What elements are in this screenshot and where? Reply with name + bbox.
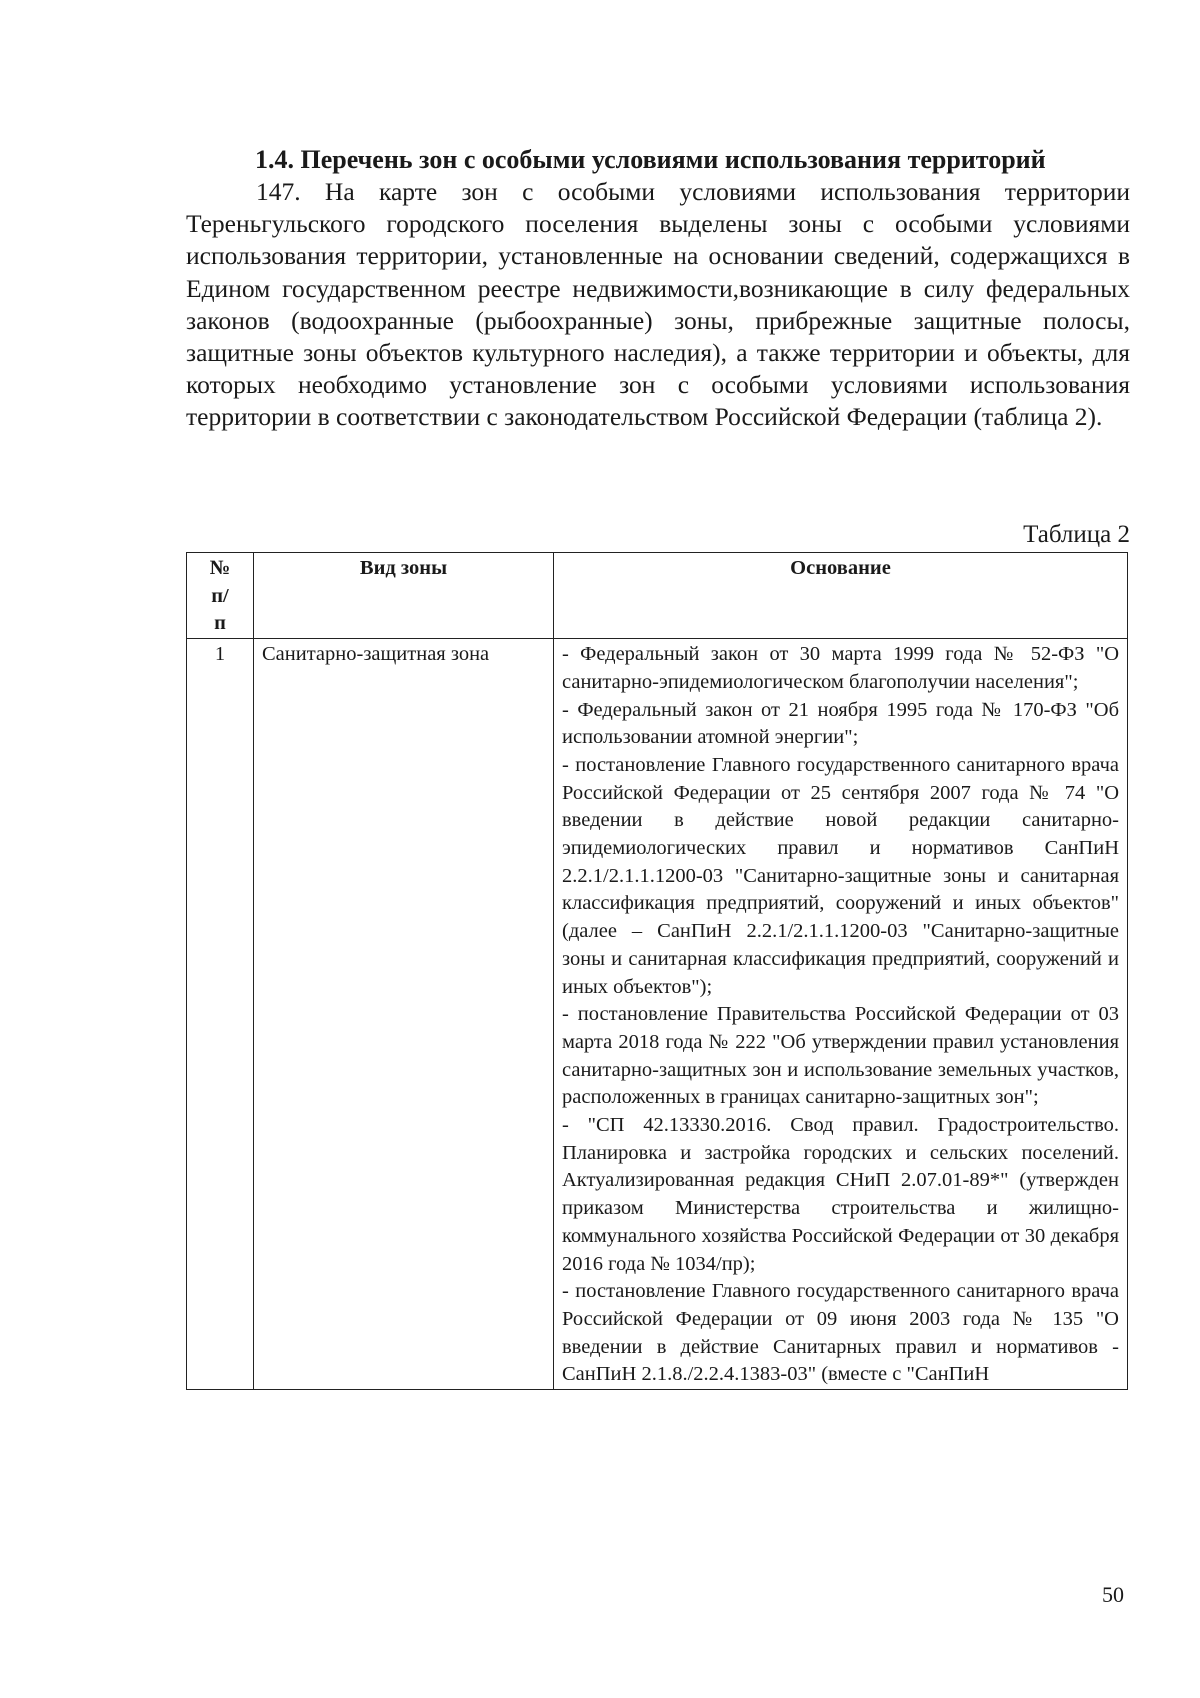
table-header-row — [187, 553, 1128, 639]
table-row — [187, 639, 1128, 1390]
basis-item: - постановление Правительства Российской Федерации от 03 марта 2018 года № 222 "Об утверждении правил установления санитарно-защитных зон и использование земельных участков, расположенных в границах санитарно-защитных зон"; — [562, 1003, 1119, 1109]
basis-item: - Федеральный закон от 30 марта 1999 года № 52-ФЗ "О санитарно-эпидемиологическом благополучии населения"; — [562, 643, 1119, 693]
body-paragraph: 147. На карте зон с особыми условиями использования территории Тереньгульского городского поселения выделены зоны с особыми условиями использования территории, установленные на основании сведений, содержащихся в Едином государственном реестре недвижимости,возникающие в силу федеральных законов (водоохранные (рыбоохранные) зоны, прибрежные защитные полосы, защитные зоны объектов культурного наследия), а также территории и объекты, для которых необходимо установление зон с особыми условиями использования территории в соответствии с законодательством Российской Федерации (таблица 2). — [186, 177, 1130, 432]
header-num: № п/п — [187, 553, 254, 639]
row-zone-type: Санитарно-защитная зона — [254, 639, 554, 1390]
zones-table — [186, 552, 1128, 1390]
basis-item: - "СП 42.13330.2016. Свод правил. Градостроительство. Планировка и застройка городских и сельских поселений. Актуализированная редакция СНиП 2.07.01-89*" (утвержден приказом Министерства строительства и жилищно-коммунального хозяйства Российской Федерации от 30 декабря 2016 года № 1034/пр); — [562, 1114, 1119, 1275]
table-caption: Таблица 2 — [1023, 521, 1130, 548]
basis-item: - постановление Главного государственного санитарного врача Российской Федерации от 25 сентября 2007 года № 74 "О введении в действие новой редакции санитарно-эпидемиологических правил и нормативов СанПиН 2.2.1/2.1.1.1200-03 "Санитарно-защитные зоны и санитарная классификация предприятий, сооружений и иных объектов" (далее – СанПиН 2.2.1/2.1.1.1200-03 "Санитарно-защитные зоны и санитарная классификация предприятий, сооружений и иных объектов"); — [562, 753, 1119, 998]
basis-item: - постановление Главного государственного санитарного врача Российской Федерации от 09 июня 2003 года № 135 "О введении в действие Санитарных правил и нормативов - СанПиН 2.1.8./2.2.4.1383-03" (вместе с "СанПиН — [562, 1280, 1119, 1386]
section-heading: 1.4. Перечень зон с особыми условиями использования территорий — [255, 145, 1046, 174]
page-number: 50 — [1102, 1582, 1124, 1607]
row-basis — [554, 639, 1128, 1390]
header-zone-type: Вид зоны — [254, 553, 554, 639]
header-basis: Основание — [554, 553, 1128, 639]
row-num: 1 — [187, 639, 254, 1390]
basis-item: - Федеральный закон от 21 ноября 1995 года № 170-ФЗ "Об использовании атомной энергии"; — [562, 698, 1119, 749]
